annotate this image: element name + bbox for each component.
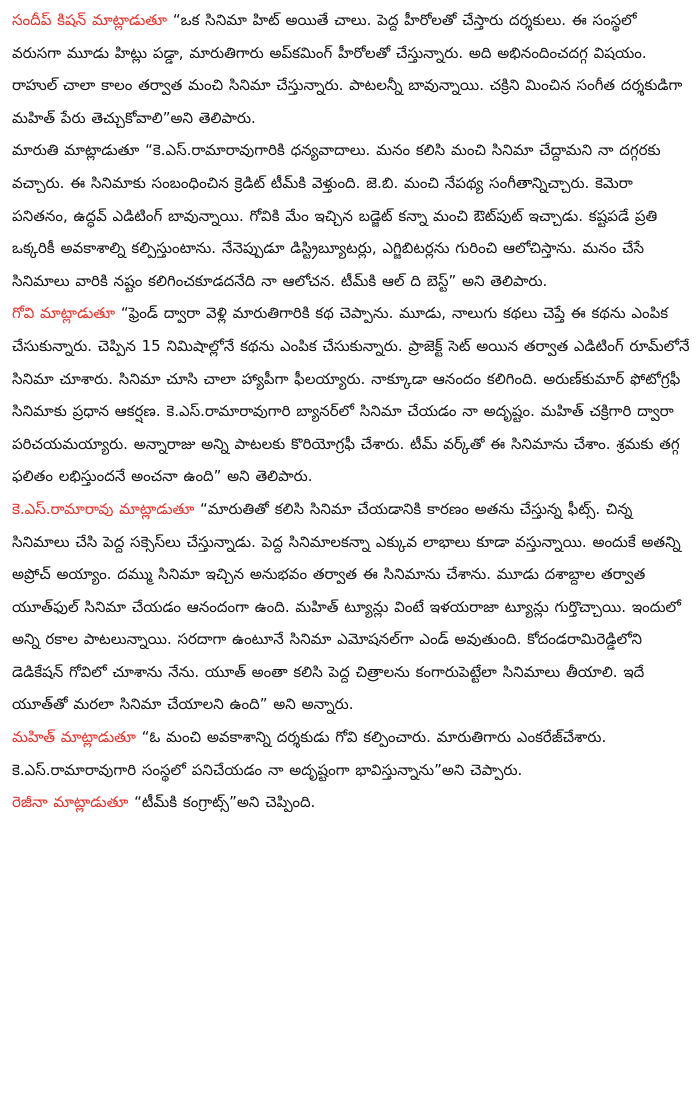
paragraph-text: “ఒక సినిమా హిట్ అయితే చాలు. పెద్ద హీరోలతో చేస్తారు దర్శకులు. ఈ సంస్థలో వరుసగా మూడు హిట్లు పడ్డా, మారుతిగారు అప్‌కమింగ్ హీరోలతో చేస్తున్నారు. అది అభినందించదగ్గ విషయం. రాహుల్ చాలా కాలం తర్వాత మంచి సినిమా చేస్తున్నారు. పాటలన్నీ బావున్నాయి. చక్రిని మించిన సంగీత దర్శకుడిగా మహిత్ పేరు తెచ్చుకోవాలి”అని తెలిపారు.	[12, 11, 683, 127]
paragraph-sundeep-kishan	[12, 4, 690, 134]
speaker-name: గోవి మాట్లాడుతూ	[12, 304, 116, 323]
paragraph-ks-rama-rao	[12, 493, 690, 721]
paragraph-text: “ఫ్రెండ్ ద్వారా వెళ్లి మారుతిగారికి కథ చెప్పాను. మూడు, నాలుగు కథలు చెప్తే ఈ కథను ఎంపిక చేసుకున్నారు. చెప్పిన 15 నిమిషాల్లోనే కథను ఎంపిక చేసుకున్నారు. ప్రాజెక్ట్ సెట్ అయిన తర్వాత ఎడిటింగ్ రూమ్‌లోనే సినిమా చూశారు. సినిమా చూసి చాలా హ్యాపీగా ఫీలయ్యారు. నాక్కూడా ఆనందం కలిగింది. అరుణ్‌కుమార్ ఫోటోగ్రఫీ సినిమాకు ప్రధాన ఆకర్షణ. కె.ఎస్.రామారావుగారి బ్యానర్‌లో సినిమా చేయడం నా అదృష్టం. మహిత్ చక్రిగారి ద్వారా పరిచయమయ్యారు. అన్నారాజు అన్ని పాటలకు కొరియోగ్రఫీ చేశారు. టీమ్ వర్క్‌తో ఈ సినిమాను చేశాం. శ్రమకు తగ్గ ఫలితం లభిస్తుందనే అంచనా ఉంది” అని తెలిపారు.	[12, 304, 690, 486]
paragraph-regina	[12, 786, 690, 819]
speaker-name: మహిత్ మాట్లాడుతూ	[12, 728, 136, 747]
paragraph-text: “ఓ మంచి అవకాశాన్ని దర్శకుడు గోవి కల్పించారు. మారుతిగారు ఎంకరేజ్‌చేశారు. కె.ఎస్.రామారావుగారి సంస్థలో పనిచేయడం నా అదృష్టంగా భావిస్తున్నాను”అని చెప్పారు.	[12, 728, 607, 779]
paragraph-text: “టీమ్‌కి కంగ్రాట్స్”అని చెప్పింది.	[134, 793, 316, 812]
paragraph-maruthi	[12, 134, 690, 297]
paragraph-govi	[12, 297, 690, 493]
paragraph-text: మారుతి మాట్లాడుతూ “కె.ఎస్.రామారావుగారికి ధన్యవాదాలు. మనం కలిసి మంచి సినిమా చేద్దామని నా దగ్గరకు వచ్చారు. ఈ సినిమాకు సంబంధించిన క్రెడిట్ టీమ్‌కి వెళ్తుంది. జె.బి. మంచి నేపథ్య సంగీతాన్నిచ్చారు. కెమెరా పనితనం, ఉద్ధవ్ ఎడిటింగ్ బావున్నాయి. గోవికి మేం ఇచ్చిన బడ్జెట్ కన్నా మంచి ఔట్‌పుట్ ఇచ్చాడు. కష్టపడే ప్రతి ఒక్కరికీ అవకాశాల్ని కల్పిస్తుంటాను. నేనెప్పుడూ డిస్ట్రిబ్యూటర్లు, ఎగ్జిబిటర్లను గురించి ఆలోచిస్తాను. మనం చేసే సినిమాలు వారికి నష్టం కలిగించకూడదనేది నా ఆలోచన. టీమ్‌కి ఆల్ ది బెస్ట్” అని తెలిపారు.	[12, 141, 661, 290]
paragraph-text: “మారుతితో కలిసి సినిమా చేయడానికి కారణం అతను చేస్తున్న ఫీట్స్. చిన్న సినిమాలు చేసి పెద్ద సక్సెస్‌లు చేస్తున్నాడు. పెద్ద సినిమాలకన్నా ఎక్కువ లాభాలు కూడా వస్తున్నాయి. అందుకే అతన్ని అప్రోచ్ అయ్యాం. దమ్ము సినిమా ఇచ్చిన అనుభవం తర్వాత ఈ సినిమాను చేశాను. మూడు దశాబ్దాల తర్వాత యూత్‌ఫుల్ సినిమా చేయడం ఆనందంగా ఉంది. మహిత్ ట్యూన్లు వింటే ఇళయరాజా ట్యూన్లు గుర్తొచ్చాయి. ఇందులో అన్ని రకాల పాటలున్నాయి. సరదాగా ఉంటూనే సినిమా ఎమోషనల్‌గా ఎండ్ అవుతుంది. కోదండరామిరెడ్డిలోని డెడికేషన్ గోవిలో చూశాను నేను. యూత్ అంతా కలిసి పెద్ద చిత్రాలను కంగారుపెట్టేలా సినిమాలు తీయాలి. ఇదే యూత్‌తో మరలా సినిమా చేయాలని ఉంది” అని అన్నారు.	[12, 499, 681, 714]
speaker-name: రెజీనా మాట్లాడుతూ	[12, 793, 129, 812]
speaker-name: సందీప్ కిషన్ మాట్లాడుతూ	[12, 11, 168, 29]
paragraph-mahith	[12, 721, 690, 786]
speaker-name: కె.ఎస్.రామారావు మాట్లాడుతూ	[12, 499, 195, 518]
